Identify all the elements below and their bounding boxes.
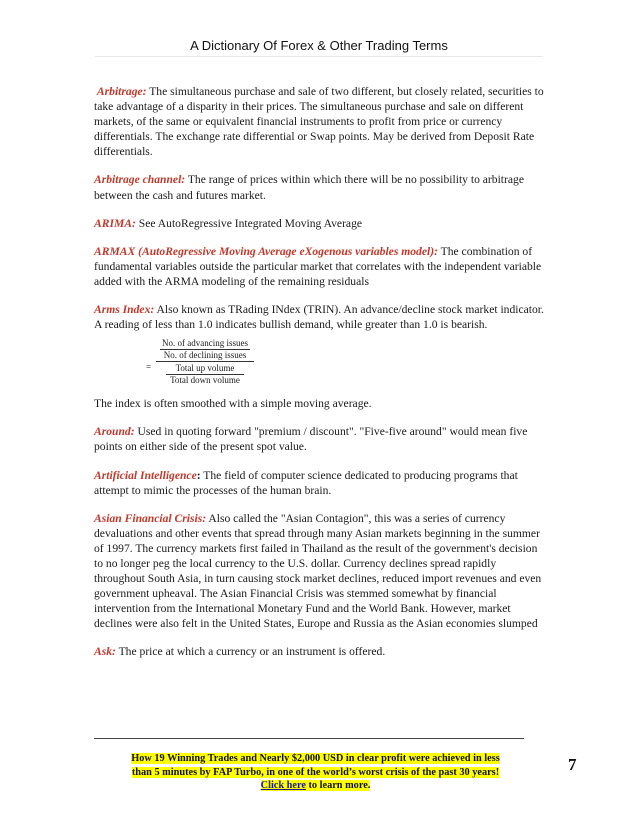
entry-term: Arbitrage:: [96, 85, 147, 98]
formula-main-line: [156, 361, 254, 362]
entry-definition: The range of prices within which there will be no possibility to arbitrage between the cash and futures market.: [94, 173, 524, 202]
entry-definition: Used in quoting forward "premium / discount". "Five-five around" would mean five points on either side of the present spot value.: [94, 425, 528, 454]
formula-numerator-top: No. of advancing issues: [162, 338, 248, 349]
promo-line-2: than 5 minutes by FAP Turbo, in one of the world’s worst crisis of the past 30 years!: [131, 766, 500, 778]
page-header-title: A Dictionary Of Forex & Other Trading Terms: [190, 38, 448, 53]
formula-equals: =: [146, 362, 152, 373]
entry-ask: [94, 644, 544, 659]
entry-term: Arms Index:: [94, 303, 155, 317]
formula-numerator-bottom: No. of declining issues: [163, 350, 247, 361]
entry-definition: The combination of fundamental variables outside the particular market that correlates with the independent variable added with the ARMA modeling of the remaining residuals: [94, 244, 542, 288]
smoothing-note: The index is often smoothed with a simple moving average.: [94, 397, 372, 411]
footer-divider: [94, 738, 524, 739]
entry-around: [94, 424, 544, 454]
formula-denominator-bottom: Total down volume: [170, 375, 240, 386]
entry-definition: The field of computer science dedicated to producing programs that attempt to mimic the processes of the human brain.: [94, 468, 518, 497]
entry-definition: See AutoRegressive Integrated Moving Average: [135, 216, 363, 230]
entry-definition: The simultaneous purchase and sale of two different, but closely related, securities to take advantage of a disparity in their prices. The simultaneous purchase and sale on different markets, of the same or equivalent financial instruments to profit from price or currency differentials. The exchange rate differential or Swap points. May be derived from Deposit Rate differentials.: [94, 85, 544, 159]
entry-term: ARMAX (AutoRegressive Moving Average eXogenous variables model):: [94, 244, 438, 258]
page-number: 7: [568, 755, 577, 774]
formula-denominator-top: Total up volume: [175, 363, 235, 374]
entry-term: Around:: [94, 425, 135, 439]
entry-arbitrage-channel: [94, 172, 544, 202]
promo-tail: to learn more.: [305, 780, 371, 791]
entry-asian-financial-crisis: [94, 511, 544, 632]
entry-arms-index: [94, 302, 544, 332]
promo-banner: [120, 752, 511, 793]
dictionary-content: [94, 84, 544, 673]
entry-arbitrage: [94, 84, 544, 159]
entry-term: Asian Financial Crisis:: [94, 511, 207, 525]
entry-artificial-intelligence: [94, 468, 544, 498]
entry-term-colon: :: [196, 468, 201, 482]
entry-term: ARIMA:: [94, 216, 136, 230]
arms-index-formula: [94, 336, 544, 386]
entry-definition: Also called the "Asian Contagion", this was a series of currency devaluations and other events that spread through many Asian markets beginning in the summer of 1997. The currency markets first failed in Thailand as the result of the government's decision to no longer peg the local currency to the U.S. dollar. Currency declines spread rapidly throughout South Asia, in turn causing stock market declines, reduced import revenues and even government upheaval. The Asian Financial Crisis was stemmed somewhat by financial intervention from the International Monetary Fund and the World Bank. However, market declines were also felt in the United States, Europe and Russia as the Asian economies slumped: [94, 511, 542, 631]
header-divider: [95, 56, 543, 57]
promo-line-1: How 19 Winning Trades and Nearly $2,000 USD in clear profit were achieved in less: [131, 753, 500, 764]
entry-arima: [94, 216, 544, 231]
entry-definition: The price at which a currency or an instrument is offered.: [115, 645, 386, 659]
promo-click-here-link[interactable]: Click here: [260, 780, 306, 791]
entry-term: Artificial Intelligence: [94, 468, 197, 482]
entry-term: Arbitrage channel:: [94, 173, 186, 187]
entry-armax: [94, 244, 544, 289]
entry-term: Ask:: [94, 645, 116, 659]
entry-definition: Also known as TRading INdex (TRIN). An advance/decline stock market indicator. A reading of less than 1.0 indicates bullish demand, while greater than 1.0 is bearish.: [94, 303, 544, 332]
